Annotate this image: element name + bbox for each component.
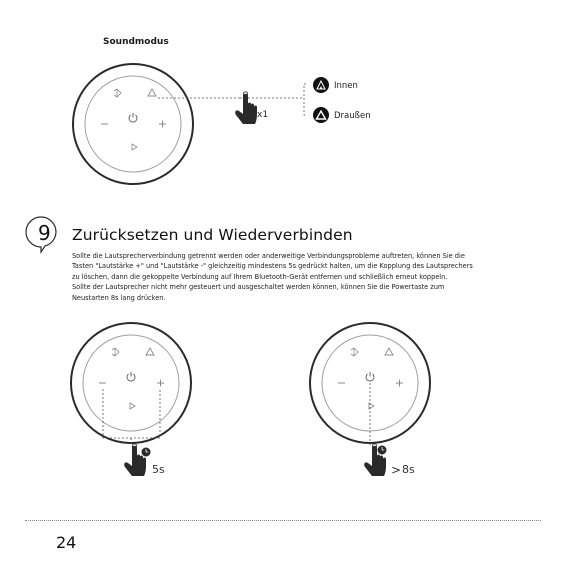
speaker-left bbox=[71, 323, 191, 443]
page-number: 24 bbox=[56, 533, 77, 552]
body-line: Tasten "Lautstärke +" und "Lautstärke -" gleichzeitig mindestens 5s gedrückt halten, um die Kopplung des Lautsprechers bbox=[72, 262, 473, 271]
body-line: Sollte die Lautsprecherverbindung getrennt werden oder anderweitige Verbindungsprobleme auftreten, können Sie die bbox=[72, 252, 465, 260]
press-count-label: x1 bbox=[257, 110, 269, 120]
section-heading: Zurücksetzen und Wiederverbinden bbox=[72, 226, 353, 244]
mode-label-indoor: Innen bbox=[334, 81, 358, 91]
sound-mode-title: Soundmodus bbox=[103, 37, 169, 47]
hold-duration-8s: 8s bbox=[402, 463, 415, 476]
body-line: Sollte der Lautsprecher nicht mehr gesteuert und ausgeschaltet werden können, können Sie die Powertaste zum bbox=[72, 283, 445, 292]
indoor-mode-icon bbox=[313, 77, 329, 93]
clock-icon bbox=[378, 446, 387, 455]
bracket bbox=[304, 84, 306, 115]
speaker-top bbox=[73, 64, 193, 184]
hand-press-icon bbox=[124, 444, 146, 476]
hold-duration-5s: 5s bbox=[152, 463, 165, 476]
body-line: Neustarten 8s lang drücken. bbox=[72, 293, 166, 302]
mode-label-outdoor: Draußen bbox=[334, 111, 371, 121]
body-line: zu löschen, dann die gekoppelte Verbindung auf Ihrem Bluetooth-Gerät entfernen und schließlich erneut koppeln. bbox=[72, 272, 448, 281]
hand-press-icon bbox=[235, 92, 257, 124]
clock-icon bbox=[142, 448, 151, 457]
outdoor-mode-icon bbox=[313, 107, 329, 123]
greater-than-sign: > bbox=[391, 463, 402, 477]
step-number: 9 bbox=[38, 221, 51, 245]
